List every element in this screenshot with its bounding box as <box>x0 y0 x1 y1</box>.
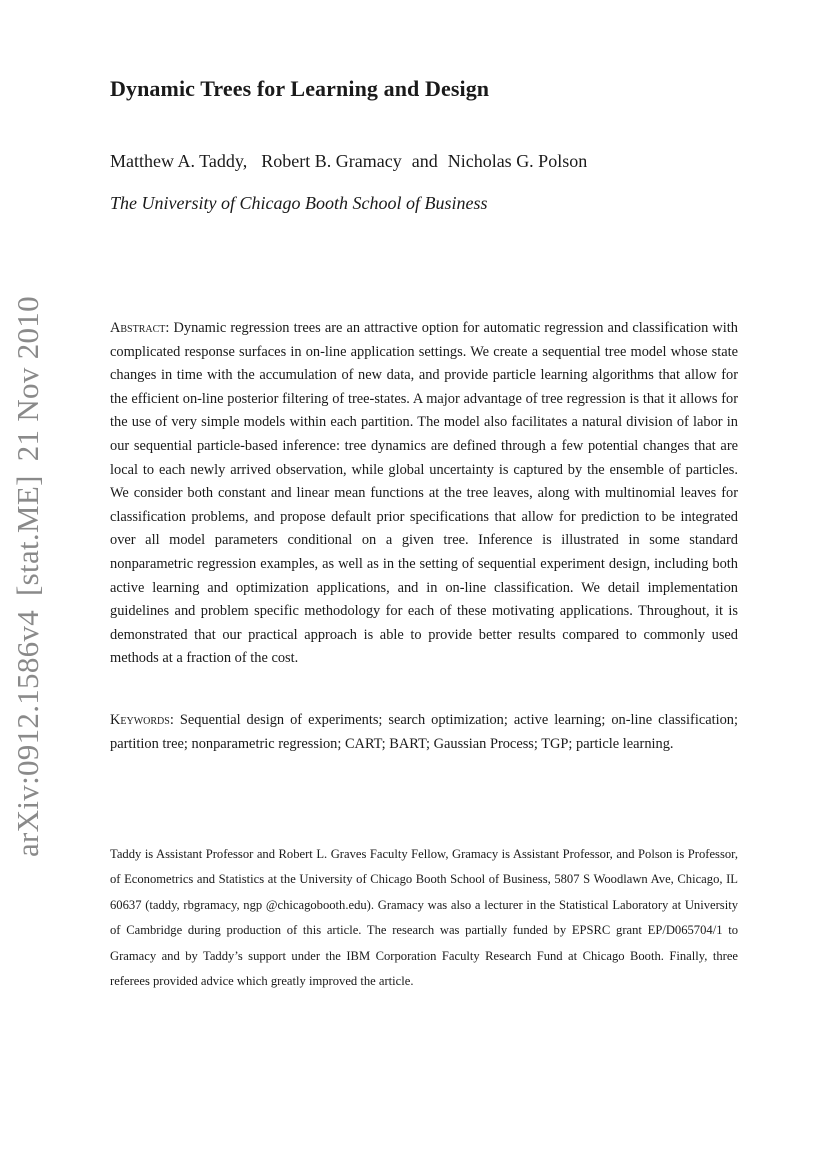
arxiv-stamp <box>8 296 48 857</box>
author-2: Robert B. Gramacy <box>261 151 402 171</box>
paper-title: Dynamic Trees for Learning and Design <box>110 76 490 101</box>
affiliation: The University of Chicago Booth School of Business <box>110 193 488 213</box>
arxiv-id: arXiv:0912.1586v4 <box>10 609 45 857</box>
abstract <box>110 317 738 671</box>
author-3: Nicholas G. Polson <box>447 151 588 171</box>
keywords-label: Keywords: <box>110 712 174 728</box>
abstract-label: Abstract: <box>110 320 170 336</box>
arxiv-date: 21 Nov 2010 <box>10 296 45 462</box>
author-1: Matthew A. Taddy, <box>110 151 248 171</box>
author-footnote: Taddy is Assistant Professor and Robert L. Graves Faculty Fellow, Gramacy is Assistant Professor, and Polson is Professor, of Econometrics and Statistics at the University of Chicago Booth School of Business, 5807 S Woodlawn Ave, Chicago, IL 60637 (taddy, rbgramacy, ngp @chicagobooth.edu). Gramacy was also a lecturer in the Statistical Laboratory at University of Cambridge during production of this article. The research was partially funded by EPSRC grant EP/D065704/1 to Gramacy and by Taddy’s support under the IBM Corporation Faculty Research Fund at Chicago Booth. Finally, three referees provided advice which greatly improved the article. <box>110 847 738 989</box>
abstract-text: Dynamic regression trees are an attractive option for automatic regression and classification with complicated response surfaces in on-line application settings. We create a sequential tree model whose state changes in time with the accumulation of new data, and provide particle learning algorithms that allow for the efficient on-line posterior filtering of tree-states. A major advantage of tree regression is that it allows for the use of very simple models within each partition. The model also facilitates a natural division of labor in our sequential particle-based inference: tree dynamics are defined through a few potential changes that are local to each newly arrived observation, while global uncertainty is captured by the ensemble of particles. We consider both constant and linear mean functions at the tree leaves, along with multinomial leaves for classification problems, and propose default prior specifications that allow for prediction to be integrated over all model parameters conditional on a given tree. Inference is illustrated in some standard nonparametric regression examples, as well as in the setting of sequential experiment design, including both active learning and optimization applications, and in on-line classification. We detail implementation guidelines and problem specific methodology for each of these motivating applications. Throughout, it is demonstrated that our practical approach is able to provide better results compared to commonly used methods at a fraction of the cost. <box>110 320 738 667</box>
arxiv-category: [stat.ME] <box>10 475 45 596</box>
author-conjunction: and <box>411 151 438 171</box>
author-list <box>110 151 587 172</box>
keywords-text: Sequential design of experiments; search optimization; active learning; on-line classification; partition tree; nonparametric regression; CART; BART; Gaussian Process; TGP; particle learning. <box>110 712 738 752</box>
keywords <box>110 709 738 756</box>
